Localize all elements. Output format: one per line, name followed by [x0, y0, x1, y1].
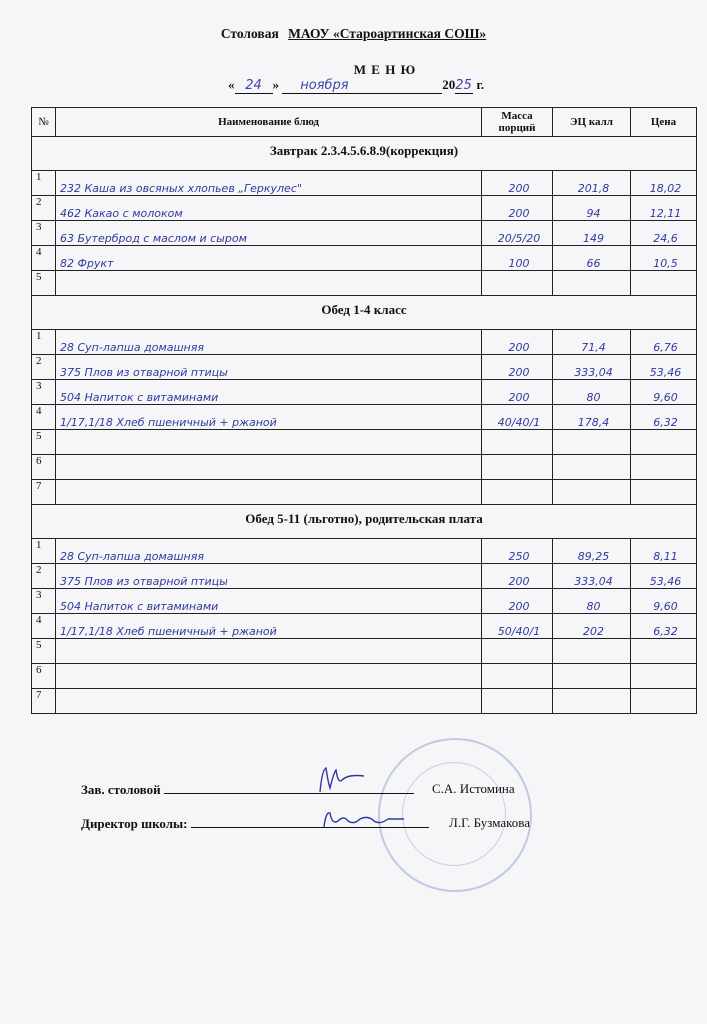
- dish-name: 504 Напиток с витаминами: [56, 589, 482, 614]
- dish-price: 6,32: [631, 405, 697, 430]
- dish-price: 24,6: [631, 221, 697, 246]
- section-title: Обед 5-11 (льготно), родительская плата: [32, 505, 697, 539]
- row-number: 3: [32, 221, 56, 246]
- dish-mass: 50/40/1: [482, 614, 553, 639]
- dish-price: 53,46: [631, 564, 697, 589]
- dish-energy: 80: [553, 380, 631, 405]
- table-row: [32, 564, 697, 589]
- row-number: 1: [32, 330, 56, 355]
- date-quote-close: »: [272, 77, 279, 92]
- organization-name: МАОУ «Староартинская СОШ»: [288, 26, 487, 41]
- canteen-header: [0, 26, 707, 42]
- dish-mass: 200: [482, 564, 553, 589]
- dish-name: [56, 271, 482, 296]
- dish-energy: [553, 480, 631, 505]
- dish-price: 18,02: [631, 171, 697, 196]
- table-row: [32, 330, 697, 355]
- table-row: [32, 196, 697, 221]
- column-header-price: Цена: [631, 108, 697, 137]
- canteen-head-handwritten-signature: [312, 762, 372, 798]
- row-number: 4: [32, 246, 56, 271]
- section-header-row: [32, 296, 697, 330]
- dish-mass: 250: [482, 539, 553, 564]
- dish-name: 375 Плов из отварной птицы: [56, 355, 482, 380]
- row-number: 1: [32, 171, 56, 196]
- dish-energy: 201,8: [553, 171, 631, 196]
- dish-name: 1/17,1/18 Хлеб пшеничный + ржаной: [56, 614, 482, 639]
- table-row: [32, 664, 697, 689]
- date-year-suffix: 25: [455, 78, 472, 93]
- dish-mass: 200: [482, 330, 553, 355]
- dish-mass: [482, 480, 553, 505]
- table-row: [32, 639, 697, 664]
- dish-price: [631, 430, 697, 455]
- date-quote-open: «: [228, 77, 235, 92]
- dish-name: 375 Плов из отварной птицы: [56, 564, 482, 589]
- row-number: 4: [32, 405, 56, 430]
- dish-name: 504 Напиток с витаминами: [56, 380, 482, 405]
- dish-energy: [553, 664, 631, 689]
- dish-mass: 200: [482, 589, 553, 614]
- menu-date: [228, 77, 484, 94]
- dish-mass: [482, 689, 553, 714]
- dish-name: [56, 664, 482, 689]
- dish-mass: [482, 430, 553, 455]
- dish-energy: 333,04: [553, 355, 631, 380]
- section-header-row: [32, 505, 697, 539]
- date-day: 24: [245, 78, 262, 93]
- table-row: [32, 246, 697, 271]
- table-row: [32, 614, 697, 639]
- dish-energy: [553, 639, 631, 664]
- column-header-name: Наименование блюд: [56, 108, 482, 137]
- menu-title: М Е Н Ю: [353, 62, 417, 77]
- dish-price: [631, 664, 697, 689]
- section-header-row: [32, 137, 697, 171]
- dish-price: [631, 689, 697, 714]
- row-number: 5: [32, 271, 56, 296]
- dish-name: 63 Бутерброд с маслом и сыром: [56, 221, 482, 246]
- row-number: 3: [32, 589, 56, 614]
- table-row: [32, 455, 697, 480]
- dish-mass: [482, 271, 553, 296]
- director-name: Л.Г. Бузмакова: [449, 815, 531, 830]
- table-row: [32, 480, 697, 505]
- dish-price: 9,60: [631, 380, 697, 405]
- row-number: 2: [32, 564, 56, 589]
- date-year-end: г.: [476, 77, 485, 92]
- dish-name: 82 Фрукт: [56, 246, 482, 271]
- dish-mass: [482, 664, 553, 689]
- dish-energy: [553, 271, 631, 296]
- director-handwritten-signature: [318, 805, 408, 835]
- dish-energy: 202: [553, 614, 631, 639]
- dish-energy: 178,4: [553, 405, 631, 430]
- dish-energy: [553, 689, 631, 714]
- dish-price: [631, 639, 697, 664]
- dish-energy: 89,25: [553, 539, 631, 564]
- director-label: Директор школы:: [81, 816, 188, 831]
- row-number: 2: [32, 355, 56, 380]
- dish-name: [56, 639, 482, 664]
- dish-price: 6,32: [631, 614, 697, 639]
- dish-energy: 80: [553, 589, 631, 614]
- dish-price: [631, 455, 697, 480]
- dish-price: 9,60: [631, 589, 697, 614]
- dish-mass: [482, 639, 553, 664]
- dish-price: 8,11: [631, 539, 697, 564]
- section-title: Обед 1-4 класс: [32, 296, 697, 330]
- dish-price: 53,46: [631, 355, 697, 380]
- dish-mass: 200: [482, 171, 553, 196]
- dish-name: 28 Суп-лапша домашняя: [56, 330, 482, 355]
- dish-mass: 200: [482, 196, 553, 221]
- row-number: 5: [32, 430, 56, 455]
- row-number: 1: [32, 539, 56, 564]
- dish-name: 462 Какао с молоком: [56, 196, 482, 221]
- row-number: 6: [32, 664, 56, 689]
- row-number: 3: [32, 380, 56, 405]
- row-number: 4: [32, 614, 56, 639]
- table-row: [32, 380, 697, 405]
- table-row: [32, 405, 697, 430]
- dish-mass: 200: [482, 355, 553, 380]
- section-title: Завтрак 2.3.4.5.6.8.9(коррекция): [32, 137, 697, 171]
- table-row: [32, 589, 697, 614]
- dish-name: [56, 430, 482, 455]
- dish-name: [56, 689, 482, 714]
- dish-name: [56, 455, 482, 480]
- date-month: ноября: [300, 78, 349, 93]
- dish-price: [631, 480, 697, 505]
- dish-energy: 333,04: [553, 564, 631, 589]
- canteen-head-label: Зав. столовой: [81, 782, 161, 797]
- dish-mass: 40/40/1: [482, 405, 553, 430]
- dish-price: [631, 271, 697, 296]
- dish-mass: 20/5/20: [482, 221, 553, 246]
- row-number: 7: [32, 480, 56, 505]
- row-number: 5: [32, 639, 56, 664]
- row-number: 6: [32, 455, 56, 480]
- table-row: [32, 430, 697, 455]
- table-row: [32, 539, 697, 564]
- table-row: [32, 221, 697, 246]
- dish-energy: 71,4: [553, 330, 631, 355]
- canteen-label: Столовая: [220, 26, 279, 41]
- dish-name: 232 Каша из овсяных хлопьев „Геркулес": [56, 171, 482, 196]
- dish-mass: 200: [482, 380, 553, 405]
- row-number: 7: [32, 689, 56, 714]
- canteen-head-name: С.А. Истомина: [432, 781, 515, 796]
- menu-table: [31, 107, 697, 714]
- dish-name: 28 Суп-лапша домашняя: [56, 539, 482, 564]
- dish-energy: [553, 455, 631, 480]
- dish-energy: 149: [553, 221, 631, 246]
- row-number: 2: [32, 196, 56, 221]
- dish-mass: 100: [482, 246, 553, 271]
- dish-energy: 66: [553, 246, 631, 271]
- table-row: [32, 271, 697, 296]
- column-header-number: №: [32, 108, 56, 137]
- dish-price: 12,11: [631, 196, 697, 221]
- date-year-prefix: 20: [442, 77, 456, 92]
- table-header-row: [32, 108, 697, 137]
- dish-energy: [553, 430, 631, 455]
- column-header-energy: ЭЦ калл: [553, 108, 631, 137]
- table-row: [32, 171, 697, 196]
- table-row: [32, 689, 697, 714]
- dish-mass: [482, 455, 553, 480]
- dish-name: [56, 480, 482, 505]
- table-row: [32, 355, 697, 380]
- dish-energy: 94: [553, 196, 631, 221]
- column-header-mass: Масса порций: [482, 108, 553, 137]
- dish-name: 1/17,1/18 Хлеб пшеничный + ржаной: [56, 405, 482, 430]
- dish-price: 6,76: [631, 330, 697, 355]
- dish-price: 10,5: [631, 246, 697, 271]
